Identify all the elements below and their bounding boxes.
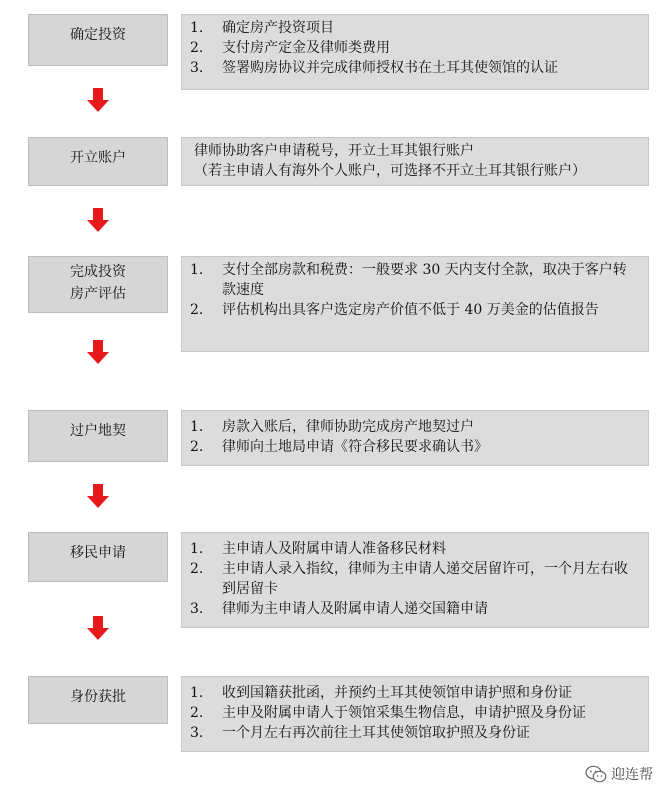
stage-box-1 [28, 14, 168, 66]
list-item: 1. 确定房产投资项目 [190, 20, 334, 36]
watermark-text: 迎连帮 [611, 767, 653, 783]
down-arrow-icon [87, 340, 109, 364]
stage-box-3 [28, 256, 168, 313]
detail-box-2 [181, 137, 649, 186]
list-item: 1. 主申请人及附属申请人准备移民材料 [190, 541, 446, 557]
stage-label: 开立账户 [70, 150, 126, 166]
down-arrow-icon [87, 616, 109, 640]
detail-line: （若主申请人有海外个人账户，可选择不开立土耳其银行账户） [194, 163, 586, 179]
down-arrow-icon [87, 484, 109, 508]
list-item: 1. 支付全部房款和税费：一般要求 30 天内支付全款，取决于客户转款速度 [190, 262, 627, 298]
down-arrow-icon [87, 88, 109, 112]
stage-label: 完成投资 [70, 264, 126, 280]
detail-box-6 [181, 676, 649, 752]
list-item: 3. 一个月左右再次前往土耳其使领馆取护照及身份证 [190, 725, 530, 741]
list-item: 1. 房款入账后，律师协助完成房产地契过户 [190, 419, 474, 435]
stage-box-4 [28, 410, 168, 462]
detail-box-3 [181, 256, 649, 352]
detail-line: 律师协助客户申请税号，开立土耳其银行账户 [194, 143, 474, 159]
list-item: 2. 支付房产定金及律师类费用 [190, 40, 390, 56]
detail-box-4 [181, 410, 649, 466]
watermark [585, 764, 653, 784]
list-item: 2. 主申请人录入指纹，律师为主申请人递交居留许可，一个月左右收到居留卡 [190, 561, 628, 597]
stage-box-6 [28, 676, 168, 724]
detail-box-1 [181, 14, 649, 90]
stage-label: 过户地契 [70, 423, 126, 439]
stage-box-5 [28, 532, 168, 582]
list-item: 2. 主申及附属申请人于领馆采集生物信息，申请护照及身份证 [190, 705, 586, 721]
list-item: 2. 评估机构出具客户选定房产价值不低于 40 万美金的估值报告 [190, 302, 599, 318]
stage-box-2 [28, 137, 168, 186]
stage-label: 确定投资 [70, 27, 126, 43]
list-item: 1. 收到国籍获批函，并预约土耳其使领馆申请护照和身份证 [190, 685, 572, 701]
wechat-icon [585, 765, 607, 783]
stage-label: 身份获批 [70, 689, 126, 705]
down-arrow-icon [87, 208, 109, 232]
list-item: 2. 律师向土地局申请《符合移民要求确认书》 [190, 439, 488, 455]
detail-box-5 [181, 532, 649, 628]
stage-label: 房产评估 [70, 286, 126, 302]
list-item: 3. 签署购房协议并完成律师授权书在土耳其使领馆的认证 [190, 60, 558, 76]
stage-label: 移民申请 [70, 545, 126, 561]
list-item: 3. 律师为主申请人及附属申请人递交国籍申请 [190, 601, 488, 617]
